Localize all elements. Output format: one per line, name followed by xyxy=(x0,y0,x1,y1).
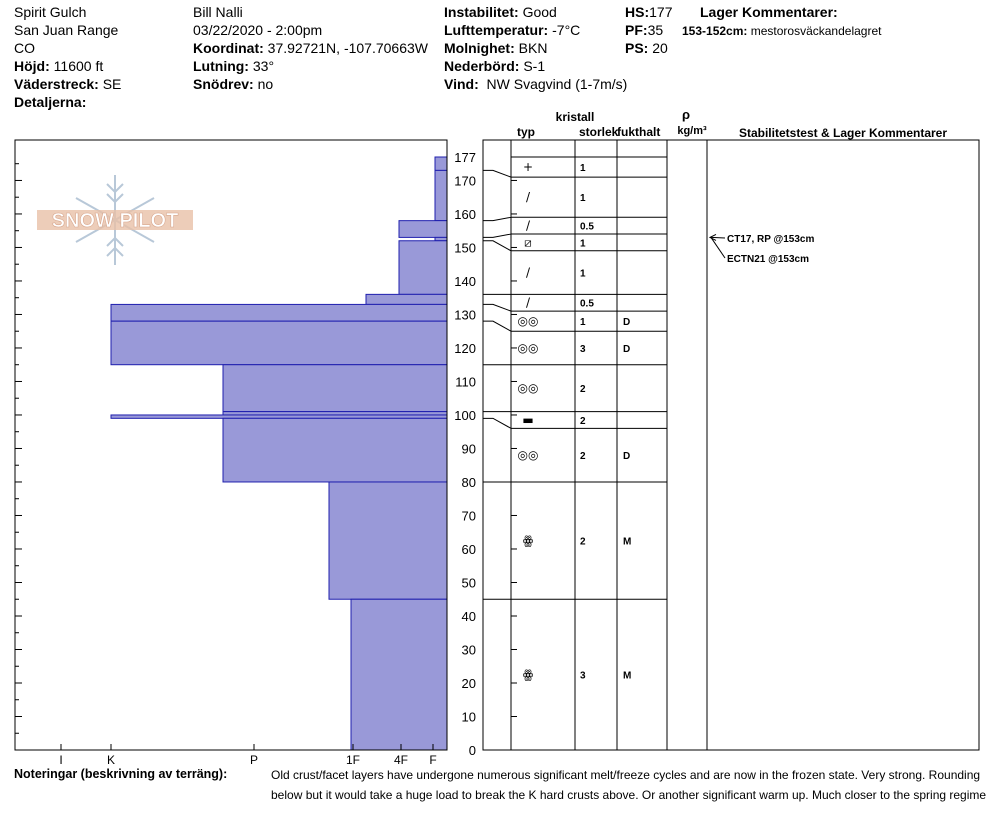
grain-size-2: 0.5 xyxy=(580,221,594,233)
hardness-layers xyxy=(111,157,447,750)
height-label-100: 100 xyxy=(454,407,476,423)
height-label-120: 120 xyxy=(454,340,476,356)
grain-size-0: 1 xyxy=(580,163,586,175)
hardness-label-P: P xyxy=(249,753,259,767)
col-size: storlek xyxy=(579,125,619,139)
hardness-layer-6 xyxy=(111,304,447,321)
hardness-layer-3 xyxy=(435,237,447,240)
height-label-0: 0 xyxy=(468,743,476,758)
height-label-177: 177 xyxy=(454,150,476,165)
col-stability: Stabilitetstest & Lager Kommentarer xyxy=(738,126,948,140)
height-label-130: 130 xyxy=(454,307,476,323)
elevation-row: Höjd: 11600 ft xyxy=(14,58,104,74)
grain-size-9: 2 xyxy=(580,415,586,427)
grain-type-6: ◎◎ xyxy=(517,314,539,329)
grain-type-8: ◎◎ xyxy=(517,381,539,396)
stability-row: Instabilitet: Good xyxy=(444,4,557,20)
sky-row: Molnighet: BKN xyxy=(444,40,548,56)
grain-type-7: ◎◎ xyxy=(517,340,539,355)
slope-row: Lutning: 33° xyxy=(193,58,275,74)
state: CO xyxy=(14,40,35,56)
grain-size-10: 2 xyxy=(580,451,586,463)
height-label-170: 170 xyxy=(454,173,476,189)
ps-row: PS: 20 xyxy=(625,40,668,56)
row-connector xyxy=(483,170,511,177)
row-connector xyxy=(483,217,511,220)
hardness-layer-13 xyxy=(351,599,447,750)
hardness-label-I: I xyxy=(59,753,63,767)
grain-type-5: / xyxy=(525,295,531,310)
hardness-layer-11 xyxy=(223,418,447,482)
notes-line1: Old crust/facet layers have undergone numerous significant melt/freeze cycles and are now in the frozen state. Very strong. Rounding xyxy=(271,768,981,782)
hardness-layer-2 xyxy=(399,221,447,238)
height-label-70: 70 xyxy=(461,508,476,524)
grain-type-12: ꙮ xyxy=(522,667,534,682)
height-label-20: 20 xyxy=(461,675,476,691)
height-label-10: 10 xyxy=(461,709,476,725)
hardness-layer-5 xyxy=(366,294,447,304)
notes-line2: below but it would take a huge load to break the K hard crusts above. Or another significant warm up. Much closer to the spring regime xyxy=(271,788,987,802)
layer-comments-title: Lager Kommentarer: xyxy=(700,4,838,20)
hardness-layer-12 xyxy=(329,482,447,599)
datetime: 03/22/2020 - 2:00pm xyxy=(193,22,323,38)
hardness-layer-8 xyxy=(223,365,447,412)
hardness-label-4F: 4F xyxy=(393,753,409,767)
col-density-unit: kg/m³ xyxy=(677,125,707,137)
row-connector xyxy=(483,234,511,237)
col-type: typ xyxy=(517,125,535,139)
grain-size-1: 1 xyxy=(580,193,586,205)
height-label-80: 80 xyxy=(461,474,476,490)
grain-size-4: 1 xyxy=(580,268,586,280)
grain-type-11: ꙮ xyxy=(522,533,534,548)
grain-size-3: 1 xyxy=(580,238,586,250)
row-connector xyxy=(483,241,511,251)
hs-row: HS:177 xyxy=(625,4,673,20)
grain-size-7: 3 xyxy=(580,343,586,355)
grain-moisture-7: D xyxy=(623,343,631,355)
hardness-layer-4 xyxy=(399,241,447,295)
snowpilot-logo xyxy=(37,175,193,265)
notes xyxy=(14,767,227,781)
height-label-60: 60 xyxy=(461,541,476,557)
height-label-160: 160 xyxy=(454,206,476,222)
hardness-layer-1 xyxy=(435,170,447,220)
grain-type-4: / xyxy=(525,265,531,280)
stability-pointer xyxy=(711,237,725,238)
height-label-140: 140 xyxy=(454,273,476,289)
grain-size-12: 3 xyxy=(580,670,586,682)
stability-pointer xyxy=(711,237,725,258)
grain-type-10: ◎◎ xyxy=(517,448,539,463)
grain-size-5: 0.5 xyxy=(580,298,594,310)
grain-type-3: ⧄ xyxy=(524,235,532,250)
stability-test-1: ECTN21 @153cm xyxy=(727,254,810,265)
grain-moisture-10: D xyxy=(623,451,631,463)
height-label-150: 150 xyxy=(454,240,476,256)
grain-moisture-11: M xyxy=(623,536,632,548)
precip-row: Nederbörd: S-1 xyxy=(444,58,546,74)
grain-type-0: + xyxy=(522,160,534,175)
row-connector xyxy=(483,418,511,428)
notes-label: Noteringar (beskrivning av terräng): xyxy=(14,767,228,781)
layer-comment-row: 153-152cm: mestorosväckandelagret xyxy=(682,24,882,38)
grain-size-11: 2 xyxy=(580,536,586,548)
drift-row: Snödrev: no xyxy=(193,76,274,92)
grain-moisture-12: M xyxy=(623,670,632,682)
grain-type-2: / xyxy=(525,218,531,233)
range: San Juan Range xyxy=(14,22,119,38)
hardness-layer-0 xyxy=(435,157,447,170)
table-frame xyxy=(483,140,979,750)
logo-text: SNOW PILOT xyxy=(51,210,179,232)
grain-type-1: / xyxy=(525,190,531,205)
height-label-30: 30 xyxy=(461,642,476,658)
grain-size-6: 1 xyxy=(580,317,586,329)
height-label-90: 90 xyxy=(461,441,476,457)
pf-row: PF:35 xyxy=(625,22,664,38)
grain-table xyxy=(483,140,979,750)
grain-type-9: ▬ xyxy=(522,412,534,427)
height-label-50: 50 xyxy=(461,575,476,591)
col-moisture: fukthalt xyxy=(617,125,661,139)
grain-moisture-6: D xyxy=(623,317,631,329)
row-connector xyxy=(483,321,511,331)
aspect-row: Väderstreck: SE xyxy=(14,76,122,92)
hardness-label-F: F xyxy=(429,753,437,767)
details-row: Detaljerna: xyxy=(14,94,87,110)
wind-row: Vind: NW Svagvind (1-7m/s) xyxy=(444,76,628,92)
col-crystal: kristall xyxy=(555,110,595,124)
location: Spirit Gulch xyxy=(14,4,87,20)
height-label-110: 110 xyxy=(455,374,476,390)
coord-row: Koordinat: 37.92721N, -107.70663W xyxy=(193,40,428,56)
col-rho: ρ xyxy=(681,107,691,122)
observer: Bill Nalli xyxy=(193,4,243,20)
stability-test-0: CT17, RP @153cm xyxy=(727,234,815,245)
height-label-40: 40 xyxy=(461,608,476,624)
grain-size-8: 2 xyxy=(580,384,586,396)
airtemp-row: Lufttemperatur: -7°C xyxy=(444,22,581,38)
hardness-label-K: K xyxy=(106,753,116,767)
hardness-layer-9 xyxy=(223,412,447,415)
row-connector xyxy=(483,304,511,311)
hardness-layer-7 xyxy=(111,321,447,365)
hardness-label-1F: 1F xyxy=(345,753,361,767)
hardness-layer-10 xyxy=(111,415,447,418)
